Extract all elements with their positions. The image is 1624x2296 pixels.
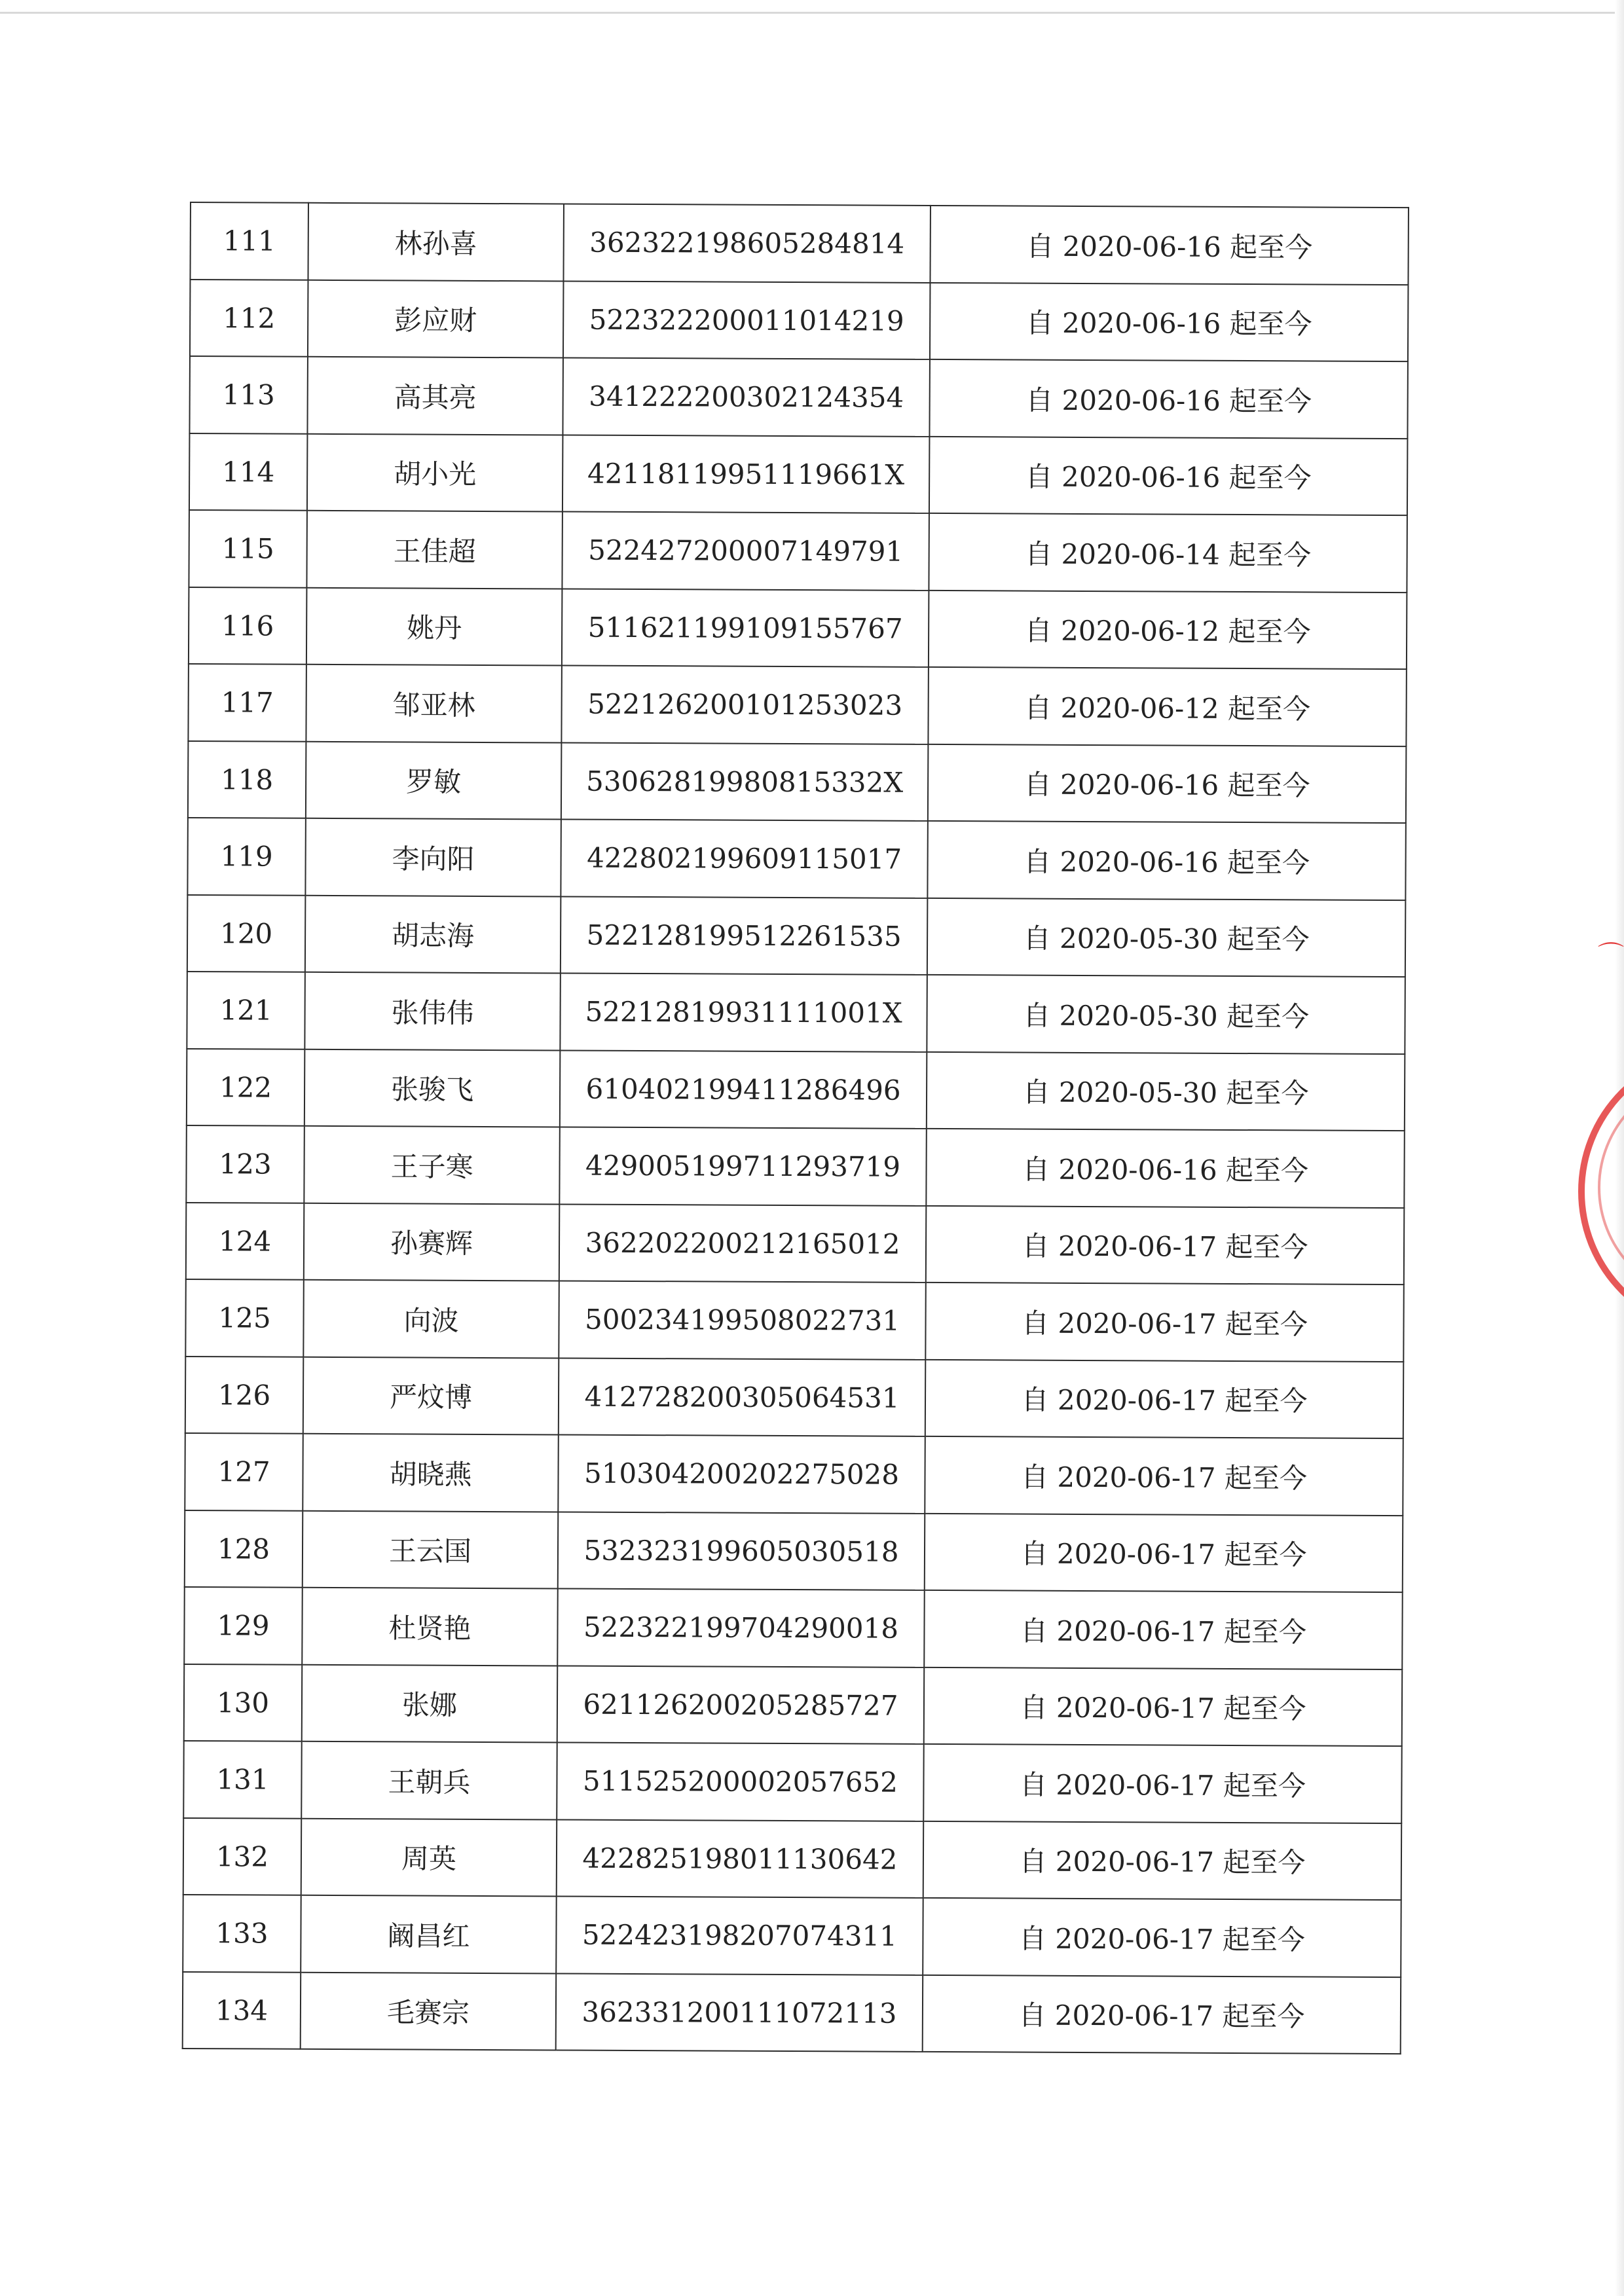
table-row	[186, 1125, 1404, 1208]
cell-id-number: 522322199704290018	[557, 1588, 925, 1667]
cell-name: 胡小光	[307, 433, 563, 511]
cell-number: 129	[184, 1587, 303, 1664]
table-row	[189, 433, 1407, 516]
cell-period: 自 2020-06-17 起至今	[925, 1283, 1404, 1362]
cell-id-number: 412728200305064531	[559, 1358, 926, 1436]
cell-name: 王佳超	[306, 511, 563, 589]
table-row	[185, 1510, 1403, 1592]
cell-id-number: 341222200302124354	[563, 357, 930, 436]
cell-id-number: 522126200101253023	[561, 665, 929, 744]
cell-id-number: 610402199411286496	[560, 1050, 927, 1129]
cell-id-number: 422802199609115017	[561, 819, 928, 898]
cell-name: 高其亮	[307, 357, 563, 435]
cell-name: 张娜	[302, 1664, 558, 1742]
cell-period: 自 2020-05-30 起至今	[927, 1051, 1405, 1131]
cell-number: 119	[187, 818, 306, 895]
cell-id-number: 53062819980815332X	[561, 742, 929, 821]
table-row	[187, 1048, 1405, 1131]
cell-number: 112	[190, 280, 308, 357]
cell-number: 115	[189, 510, 307, 587]
cell-id-number: 52212819931111001X	[560, 973, 927, 1051]
cell-name: 张伟伟	[304, 972, 561, 1050]
cell-name: 周英	[301, 1818, 557, 1896]
red-seal-fragment: ⌒	[1598, 941, 1624, 971]
cell-number: 118	[188, 740, 306, 818]
cell-number: 121	[187, 972, 305, 1049]
table-row	[185, 1279, 1403, 1362]
cell-id-number: 522423198207074311	[556, 1896, 923, 1975]
cell-period: 自 2020-06-17 起至今	[924, 1590, 1403, 1669]
cell-id-number: 621126200205285727	[557, 1666, 925, 1744]
table-row	[183, 1817, 1401, 1900]
cell-id-number: 362322198605284814	[563, 204, 931, 282]
cell-number: 116	[189, 587, 307, 664]
cell-name: 邹亚林	[306, 665, 562, 742]
cell-number: 126	[185, 1356, 304, 1433]
cell-period: 自 2020-06-16 起至今	[930, 206, 1409, 285]
cell-period: 自 2020-06-17 起至今	[923, 1975, 1401, 2054]
personnel-table-body	[183, 202, 1409, 2054]
cell-period: 自 2020-06-17 起至今	[925, 1513, 1403, 1592]
cell-id-number: 422825198011130642	[557, 1819, 924, 1898]
cell-number: 123	[186, 1125, 304, 1203]
cell-id-number: 362331200111072113	[556, 1973, 923, 2052]
cell-number: 133	[183, 1895, 301, 1972]
table-row	[190, 280, 1408, 362]
table-row	[187, 818, 1405, 900]
cell-period: 自 2020-06-16 起至今	[927, 821, 1406, 900]
cell-number: 120	[187, 894, 306, 972]
cell-number: 111	[190, 202, 308, 280]
table-row	[187, 894, 1405, 977]
cell-name: 胡志海	[305, 895, 561, 973]
table-row	[190, 202, 1408, 285]
cell-period: 自 2020-06-14 起至今	[929, 513, 1407, 592]
cell-name: 林孙喜	[308, 203, 564, 281]
personnel-table	[182, 202, 1409, 2054]
cell-name: 张骏飞	[304, 1049, 561, 1127]
cell-number: 124	[186, 1202, 304, 1279]
cell-name: 罗敏	[306, 741, 562, 819]
cell-id-number: 510304200202275028	[558, 1434, 925, 1513]
table-row	[187, 972, 1405, 1054]
cell-period: 自 2020-06-12 起至今	[929, 590, 1407, 669]
cell-name: 阚昌红	[301, 1895, 557, 1973]
cell-period: 自 2020-06-12 起至今	[928, 667, 1407, 746]
table-row	[186, 1202, 1404, 1285]
cell-name: 王云国	[303, 1510, 559, 1588]
cell-id-number: 42118119951119661X	[563, 435, 930, 513]
cell-period: 自 2020-06-17 起至今	[925, 1359, 1404, 1438]
table-row	[188, 740, 1406, 823]
cell-period: 自 2020-06-17 起至今	[923, 1744, 1402, 1823]
cell-number: 117	[188, 664, 306, 741]
cell-id-number: 522128199512261535	[561, 896, 928, 975]
cell-period: 自 2020-06-16 起至今	[926, 1129, 1405, 1208]
cell-name: 姚丹	[306, 587, 563, 665]
cell-number: 113	[189, 356, 308, 433]
cell-period: 自 2020-05-30 起至今	[927, 898, 1406, 977]
cell-period: 自 2020-05-30 起至今	[927, 975, 1405, 1054]
table-row	[185, 1356, 1403, 1438]
table-row	[189, 356, 1407, 439]
cell-period: 自 2020-06-16 起至今	[929, 436, 1408, 515]
cell-period: 自 2020-06-17 起至今	[923, 1898, 1401, 1977]
table-row	[183, 1971, 1401, 2054]
cell-name: 严炆博	[303, 1357, 559, 1434]
cell-number: 132	[183, 1817, 302, 1895]
cell-id-number: 532323199605030518	[558, 1512, 925, 1590]
table-row	[183, 1895, 1401, 1977]
table-row	[184, 1587, 1402, 1669]
cell-id-number: 500234199508022731	[559, 1281, 926, 1359]
cell-name: 杜贤艳	[302, 1588, 558, 1666]
cell-number: 130	[184, 1664, 303, 1741]
cell-number: 131	[183, 1741, 302, 1818]
table-row	[189, 510, 1407, 592]
table-row	[189, 587, 1407, 669]
cell-period: 自 2020-06-17 起至今	[925, 1436, 1403, 1516]
cell-number: 125	[185, 1279, 304, 1357]
cell-period: 自 2020-06-17 起至今	[924, 1667, 1403, 1746]
table-row	[185, 1433, 1403, 1516]
table-row	[183, 1741, 1401, 1823]
cell-id-number: 511621199109155767	[562, 589, 929, 667]
cell-number: 127	[185, 1433, 303, 1510]
table-row	[184, 1664, 1402, 1746]
cell-name: 向波	[303, 1280, 559, 1358]
cell-name: 彭应财	[308, 280, 564, 357]
cell-name: 孙赛辉	[304, 1203, 560, 1281]
cell-period: 自 2020-06-16 起至今	[929, 359, 1408, 439]
cell-number: 134	[183, 1971, 301, 2049]
table-row	[188, 664, 1406, 746]
cell-id-number: 511525200002057652	[557, 1742, 924, 1821]
cell-name: 王子寒	[304, 1126, 560, 1204]
cell-period: 自 2020-06-17 起至今	[926, 1205, 1405, 1285]
cell-period: 自 2020-06-17 起至今	[923, 1821, 1402, 1900]
cell-number: 128	[185, 1510, 303, 1587]
scan-top-rule	[0, 12, 1624, 14]
cell-number: 122	[187, 1048, 305, 1125]
cell-id-number: 522322200011014219	[563, 281, 931, 359]
cell-name: 王朝兵	[301, 1741, 557, 1819]
cell-name: 李向阳	[305, 818, 561, 896]
cell-number: 114	[189, 433, 308, 511]
cell-name: 毛赛宗	[301, 1972, 557, 2050]
cell-id-number: 522427200007149791	[562, 511, 929, 590]
cell-id-number: 429005199711293719	[559, 1127, 927, 1205]
cell-period: 自 2020-06-16 起至今	[930, 282, 1409, 361]
cell-id-number: 362202200212165012	[559, 1204, 927, 1283]
cell-name: 胡晓燕	[303, 1434, 559, 1512]
cell-period: 自 2020-06-16 起至今	[928, 744, 1407, 823]
